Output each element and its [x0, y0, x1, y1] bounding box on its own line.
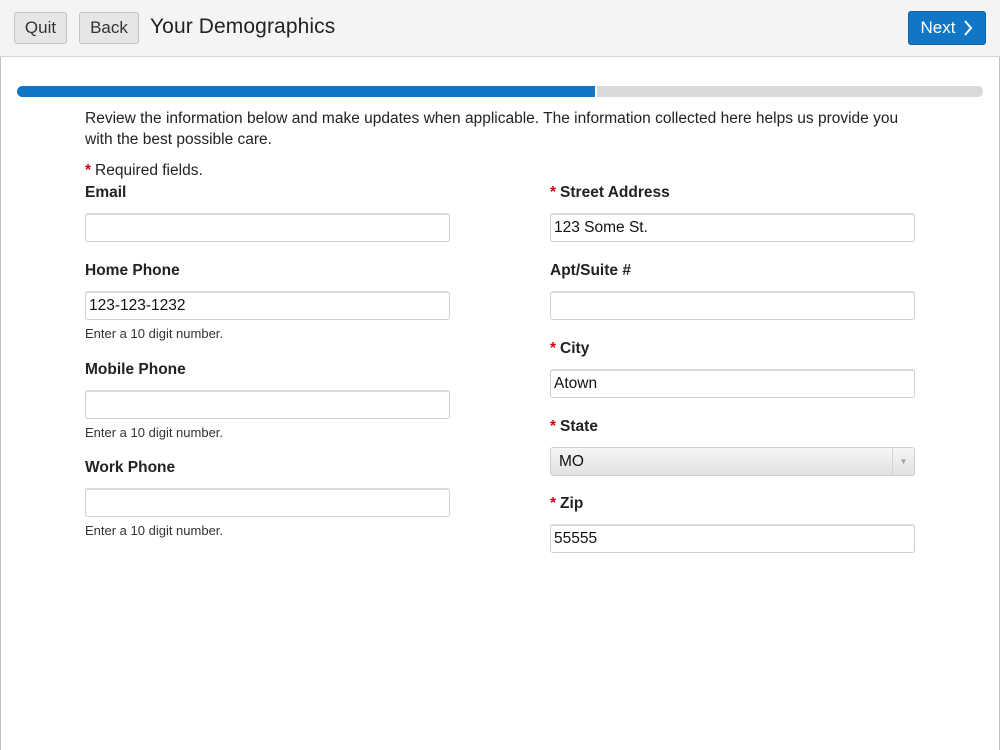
zip-label: [550, 495, 915, 515]
apt-suite-field[interactable]: [550, 291, 915, 320]
street-address-field[interactable]: [550, 213, 915, 242]
required-asterisk: *: [550, 495, 557, 512]
chevron-right-icon: [963, 20, 973, 36]
city-field[interactable]: [550, 369, 915, 398]
mobile-phone-label: Mobile Phone: [85, 361, 186, 378]
zip-group: [550, 495, 915, 553]
state-label-text: State: [560, 418, 598, 435]
city-group: [550, 340, 915, 398]
required-note-text: Required fields.: [95, 162, 203, 179]
zip-field[interactable]: [550, 524, 915, 553]
back-button[interactable]: Back: [79, 12, 139, 44]
city-label: [550, 340, 915, 360]
home-phone-group: [85, 262, 450, 341]
next-button-label: Next: [920, 18, 956, 37]
work-phone-field[interactable]: [85, 488, 450, 517]
mobile-phone-group: [85, 361, 450, 440]
next-button[interactable]: [908, 11, 986, 45]
home-phone-hint: Enter a 10 digit number.: [85, 326, 224, 341]
required-asterisk: *: [550, 340, 557, 357]
required-asterisk: *: [85, 162, 92, 179]
intro-text: Review the information below and make updates when applicable. The information collected here helps us provide you with the best possible care.: [85, 110, 899, 148]
street-address-label: [550, 184, 915, 204]
state-selected-value: MO: [559, 452, 584, 470]
mobile-phone-hint: Enter a 10 digit number.: [85, 425, 224, 440]
chevron-down-icon: ▼: [892, 448, 914, 475]
mobile-phone-field[interactable]: [85, 390, 450, 419]
required-note: [85, 162, 203, 180]
work-phone-hint: Enter a 10 digit number.: [85, 523, 224, 538]
home-phone-field[interactable]: [85, 291, 450, 320]
state-group: [550, 418, 915, 476]
state-label: [550, 418, 915, 438]
work-phone-group: [85, 459, 450, 538]
progress-bar: [17, 86, 983, 97]
apt-suite-label: Apt/Suite #: [550, 262, 631, 279]
street-address-label-text: Street Address: [560, 184, 670, 201]
city-label-text: City: [560, 340, 590, 357]
email-group: [85, 184, 450, 242]
email-field[interactable]: [85, 213, 450, 242]
state-select[interactable]: [550, 447, 915, 476]
email-label: Email: [85, 184, 127, 201]
progress-fill: [17, 86, 597, 97]
zip-label-text: Zip: [560, 495, 584, 512]
page-title: Your Demographics: [150, 15, 336, 38]
street-address-group: [550, 184, 915, 242]
required-asterisk: *: [550, 184, 557, 201]
home-phone-label: Home Phone: [85, 262, 180, 279]
required-asterisk: *: [550, 418, 557, 435]
work-phone-label: Work Phone: [85, 459, 176, 476]
header-bar: [0, 0, 1000, 57]
quit-button[interactable]: Quit: [14, 12, 67, 44]
apt-suite-group: [550, 262, 915, 320]
